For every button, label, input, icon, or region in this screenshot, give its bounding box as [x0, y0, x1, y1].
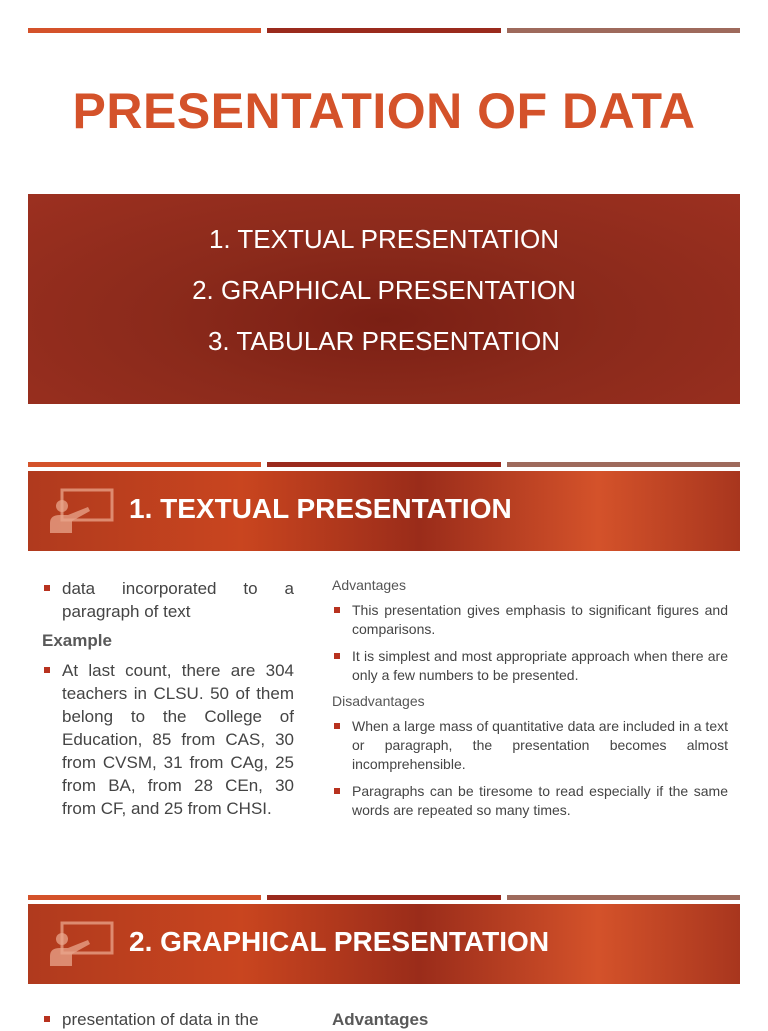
section1-header — [28, 471, 740, 551]
contents-panel — [28, 194, 740, 404]
section2-header — [28, 904, 740, 984]
section1-left-column — [42, 577, 294, 820]
advantages-label: Advantages — [332, 577, 406, 593]
definition-bullet: data incorporated to a paragraph of text — [42, 577, 294, 623]
advantage-item: It is simplest and most appropriate approach when there are only a few numbers to be presented. — [332, 647, 728, 685]
disadvantage-item: Paragraphs can be tiresome to read especially if the same words are repeated so many times. — [332, 782, 728, 820]
definition-bullet: presentation of data in the — [42, 1008, 294, 1031]
top-divider-bars — [28, 28, 740, 33]
section2-divider-bars — [28, 895, 740, 900]
example-label: Example — [42, 631, 112, 650]
section1-right-column — [332, 577, 728, 828]
section1-divider-bars — [28, 462, 740, 467]
toc-item-tabular: 3. TABULAR PRESENTATION — [207, 326, 561, 356]
presentation-board-icon — [48, 487, 116, 535]
section2-right-column — [332, 1010, 728, 1030]
advantages-label: Advantages — [332, 1010, 429, 1029]
page-title: PRESENTATION OF DATA — [72, 83, 696, 139]
disadvantage-item: When a large mass of quantitative data are included in a text or paragraph, the presentation becomes almost incomprehensible. — [332, 717, 728, 774]
section1-title: 1. TEXTUAL PRESENTATION — [129, 493, 512, 524]
example-bullet: At last count, there are 304 teachers in CLSU. 50 of them belong to the College of Education, 85 from CAS, 30 from CVSM, 31 from CAg, 25 from BA, from 28 CEn, 30 from CF, and 25 from CHSI. — [42, 659, 294, 820]
presentation-board-icon — [48, 920, 116, 968]
advantage-item: This presentation gives emphasis to significant figures and comparisons. — [332, 601, 728, 639]
section2-title: 2. GRAPHICAL PRESENTATION — [129, 926, 550, 957]
disadvantages-label: Disadvantages — [332, 693, 425, 709]
section2-left-column — [42, 1008, 294, 1031]
toc-item-textual: 1. TEXTUAL PRESENTATION — [208, 224, 560, 254]
toc-item-graphical: 2. GRAPHICAL PRESENTATION — [192, 275, 576, 305]
